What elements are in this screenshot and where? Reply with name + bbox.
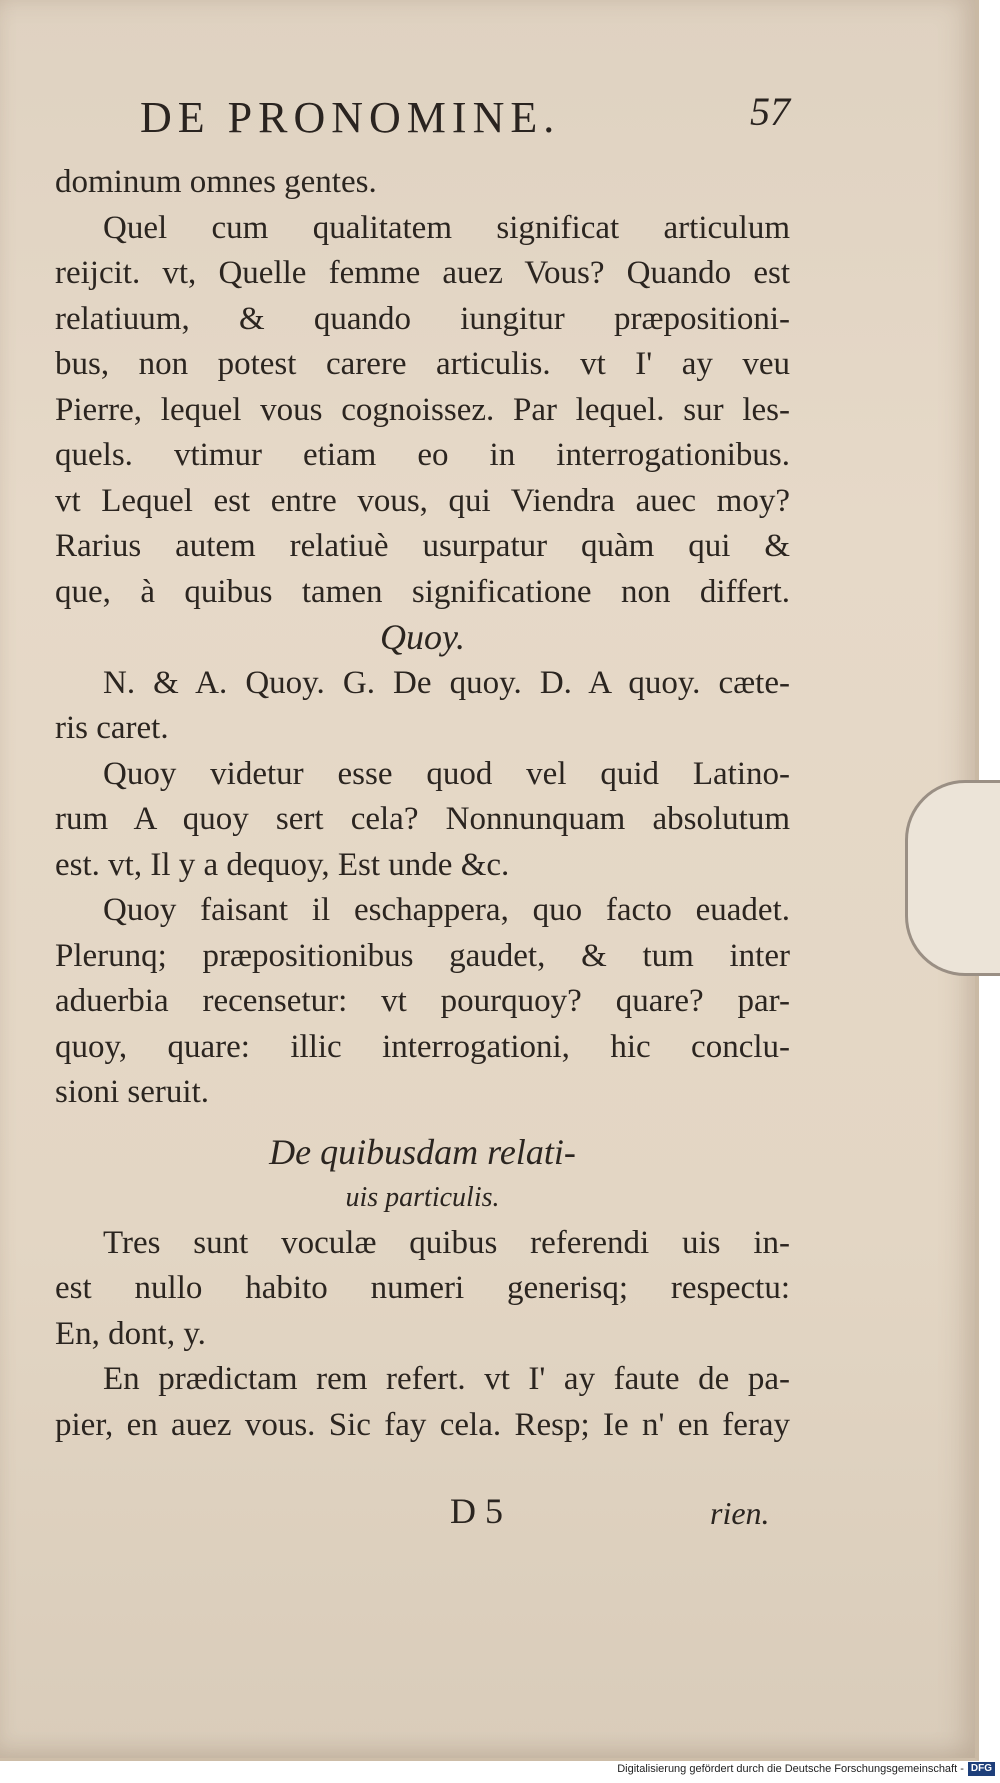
text-line: Quoy faisant il eschappera, quo facto euadet. [103, 892, 790, 928]
text-line: bus, non potest carere articulis. vt I' ay veu [55, 346, 790, 382]
running-head [140, 89, 790, 152]
text-line: Tres sunt voculæ quibus referendi uis in- [103, 1224, 790, 1261]
text-line: aduerbia recensetur: vt pourquoy? quare? par- [55, 983, 790, 1019]
credit-text: Digitalisierung gefördert durch die Deutsche Forschungsgemeinschaft - [617, 1762, 964, 1775]
text-line: sioni seruit. [55, 1074, 209, 1110]
text-line: rum A quoy sert cela? Nonnunquam absolutum [55, 801, 790, 837]
text-line: quoy, quare: illic interrogationi, hic conclu- [55, 1028, 790, 1065]
catchword: rien. [710, 1495, 770, 1531]
text-line: reijcit. vt, Quelle femme auez Vous? Quando est [55, 255, 790, 291]
signature-mark: D 5 [450, 1491, 503, 1531]
page-number: 57 [750, 89, 790, 134]
text-line: est. vt, Il y a dequoy, Est unde &c. [55, 846, 510, 883]
text-line: vt Lequel est entre vous, qui Viendra auec moy? [55, 482, 790, 519]
text-line: Pierre, lequel vous cognoissez. Par lequel. sur les- [55, 391, 790, 428]
text-line: En, dont, y. [55, 1315, 206, 1352]
text-line: est nullo habito numeri generisq; respectu: [55, 1270, 790, 1306]
text-line: Quel cum qualitatem significat articulum [103, 209, 790, 246]
text-line: Rarius autem relatiuè usurpatur quàm qui & [55, 528, 790, 564]
text-line: quels. vtimur etiam eo in interrogationibus. [55, 437, 790, 473]
text-line: ris caret. [55, 710, 169, 746]
section-heading-quoy: Quoy. [380, 617, 465, 657]
text-line: relatiuum, & quando iungitur præpositioni- [55, 300, 790, 337]
text-line: N. & A. Quoy. G. De quoy. D. A quoy. cæte- [103, 664, 790, 701]
section-heading-relatiuis: De quibusdam relati- [269, 1131, 576, 1172]
dfg-logo: DFG [968, 1762, 995, 1776]
text-line: que, à quibus tamen significatione non differt. [55, 573, 790, 610]
text-line: dominum omnes gentes. [55, 164, 377, 200]
digitization-credit [610, 1762, 995, 1780]
text-line: Quoy videtur esse quod vel quid Latino- [103, 755, 790, 792]
page-tab-marker [905, 780, 1000, 976]
body-text [55, 160, 790, 1448]
text-line: En prædictam rem refert. vt I' ay faute de pa- [103, 1361, 790, 1397]
page-title: DE PRONOMINE. [140, 93, 561, 142]
text-line: pier, en auez vous. Sic fay cela. Resp; Ie n' en feray [55, 1406, 790, 1443]
section-heading-particulis: uis particulis. [345, 1182, 500, 1213]
text-line: Plerunq; præpositionibus gaudet, & tum inter [55, 937, 790, 974]
